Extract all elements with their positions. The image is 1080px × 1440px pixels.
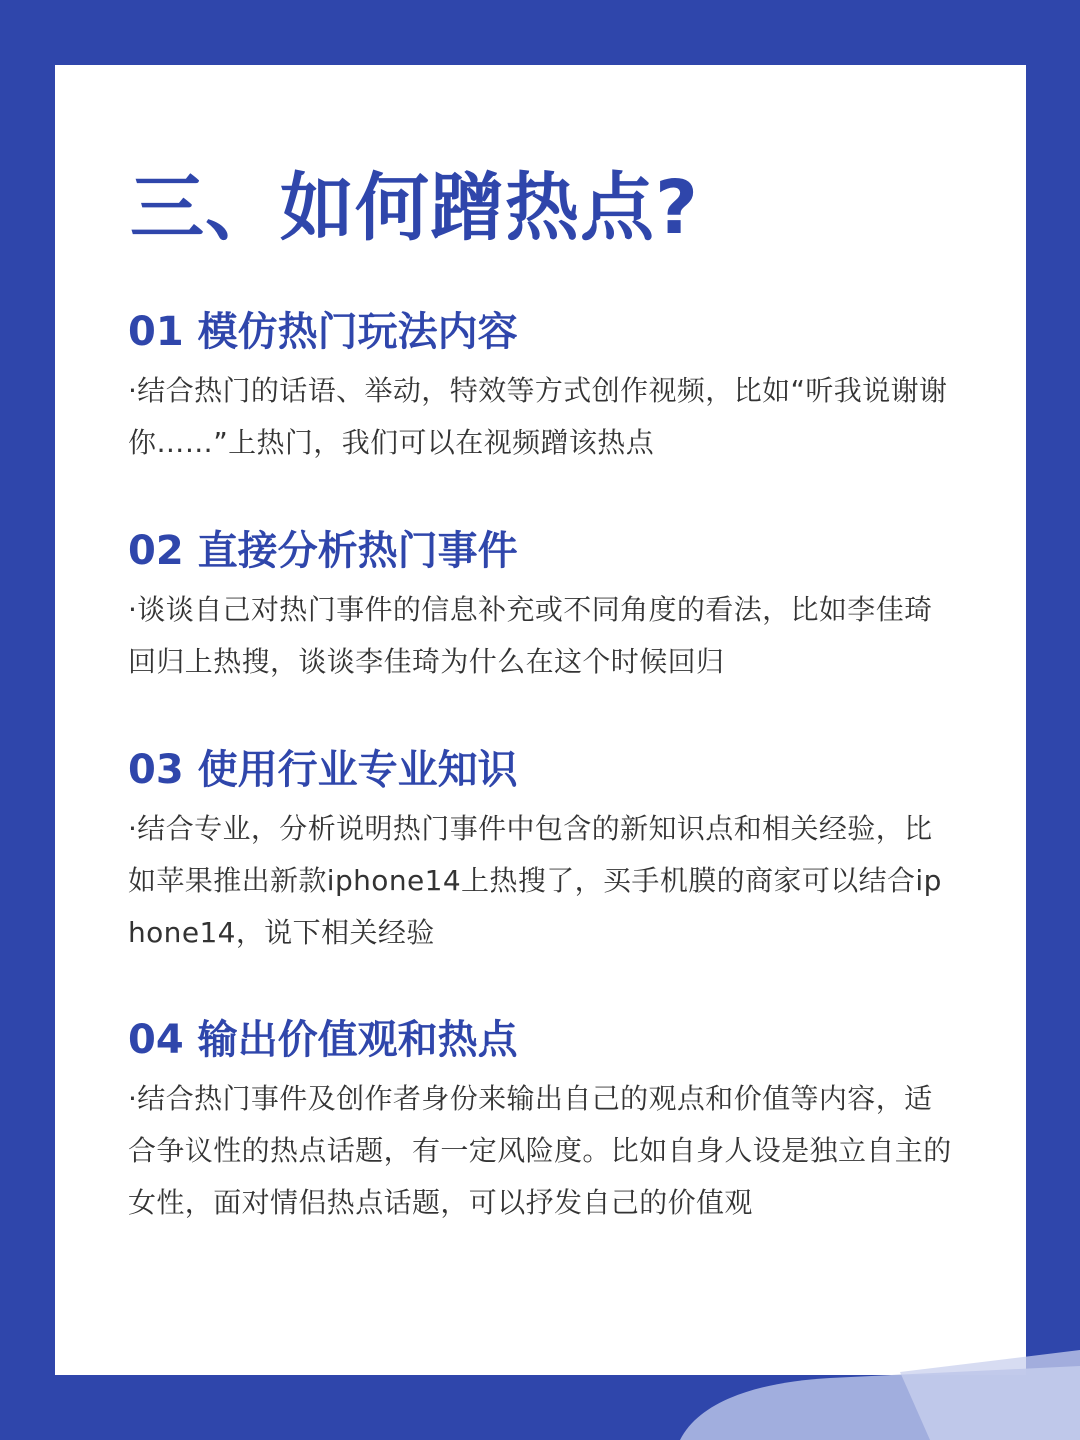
section-body: ·结合热门的话语、举动，特效等方式创作视频，比如“听我说谢谢你……”上热门，我们可以在视频蹭该热点 xyxy=(128,374,948,459)
section-body: ·结合热门事件及创作者身份来输出自己的观点和价值等内容，适合争议性的热点话题，有一定风险度。比如自身人设是独立自主的女性，面对情侣热点话题，可以抒发自己的价值观 xyxy=(128,1082,952,1219)
content-card xyxy=(55,65,1026,1375)
section-heading: 02 直接分析热门事件 xyxy=(128,528,518,574)
section-heading: 04 输出价值观和热点 xyxy=(128,1017,518,1063)
section-2 xyxy=(128,526,958,688)
section-3 xyxy=(128,745,958,959)
section-4 xyxy=(128,1015,958,1229)
page-title: 三、如何蹭热点? xyxy=(130,165,699,251)
section-1 xyxy=(128,307,958,469)
section-body: ·谈谈自己对热门事件的信息补充或不同角度的看法，比如李佳琦回归上热搜，谈谈李佳琦为什么在这个时候回归 xyxy=(128,593,933,678)
section-heading: 01 模仿热门玩法内容 xyxy=(128,309,518,355)
section-heading: 03 使用行业专业知识 xyxy=(128,747,518,793)
section-body: ·结合专业，分析说明热门事件中包含的新知识点和相关经验，比如苹果推出新款iphone14上热搜了，买手机膜的商家可以结合iphone14，说下相关经验 xyxy=(128,812,942,949)
